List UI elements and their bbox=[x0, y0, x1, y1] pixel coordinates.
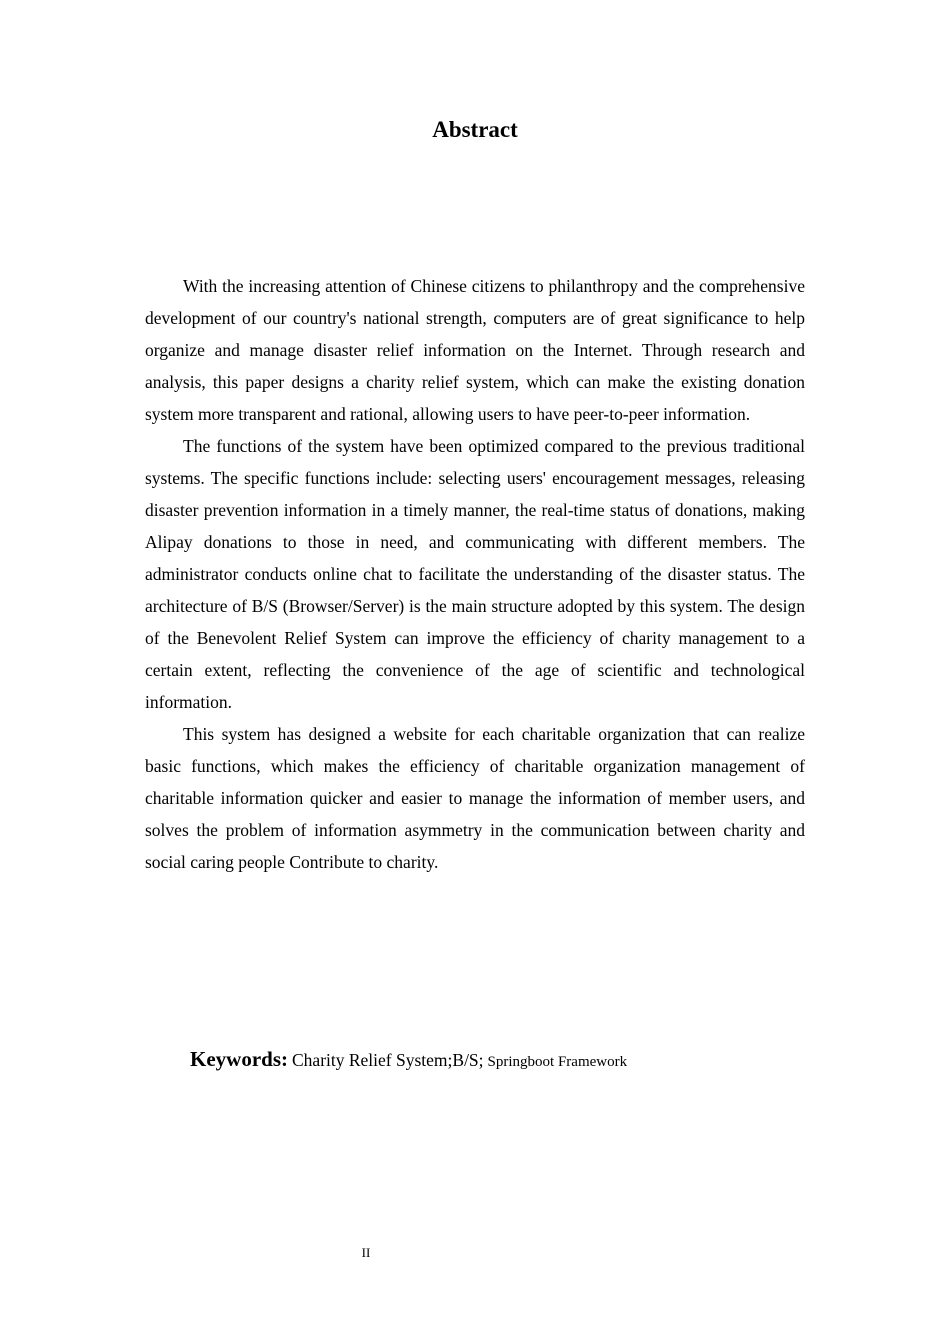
page-title: Abstract bbox=[432, 117, 518, 142]
abstract-paragraph: With the increasing attention of Chinese citizens to philanthropy and the comprehensive development of our country's national strength, computers are of great significance to help organize and manage disaster relief information on the Internet. Through research and analysis, this paper designs a charity relief system, which can make the existing donation system more transparent and rational, allowing users to have peer-to-peer information. bbox=[145, 276, 805, 424]
keywords-secondary: Springboot Framework bbox=[487, 1054, 628, 1070]
page-number: II bbox=[361, 1245, 371, 1260]
keywords-main: Charity Relief System;B/S; bbox=[292, 1050, 484, 1070]
abstract-paragraph: This system has designed a website for each charitable organization that can realize basic functions, which makes the efficiency of charitable organization management of charitable information quicker and easier to manage the information of member users, and solves the problem of information asymmetry in the communication between charity and social caring people Contribute to charity. bbox=[145, 724, 805, 872]
keywords-label: Keywords: bbox=[190, 1047, 288, 1071]
abstract-body bbox=[145, 270, 805, 878]
abstract-paragraph: The functions of the system have been optimized compared to the previous traditional systems. The specific functions include: selecting users' encouragement messages, releasing disaster prevention information in a timely manner, the real-time status of donations, making Alipay donations to those in need, and communicating with different members. The administrator conducts online chat to facilitate the understanding of the disaster status. The architecture of B/S (Browser/Server) is the main structure adopted by this system. The design of the Benevolent Relief System can improve the efficiency of charity management to a certain extent, reflecting the convenience of the age of scientific and technological information. bbox=[145, 436, 805, 712]
keywords-line bbox=[190, 1044, 790, 1077]
